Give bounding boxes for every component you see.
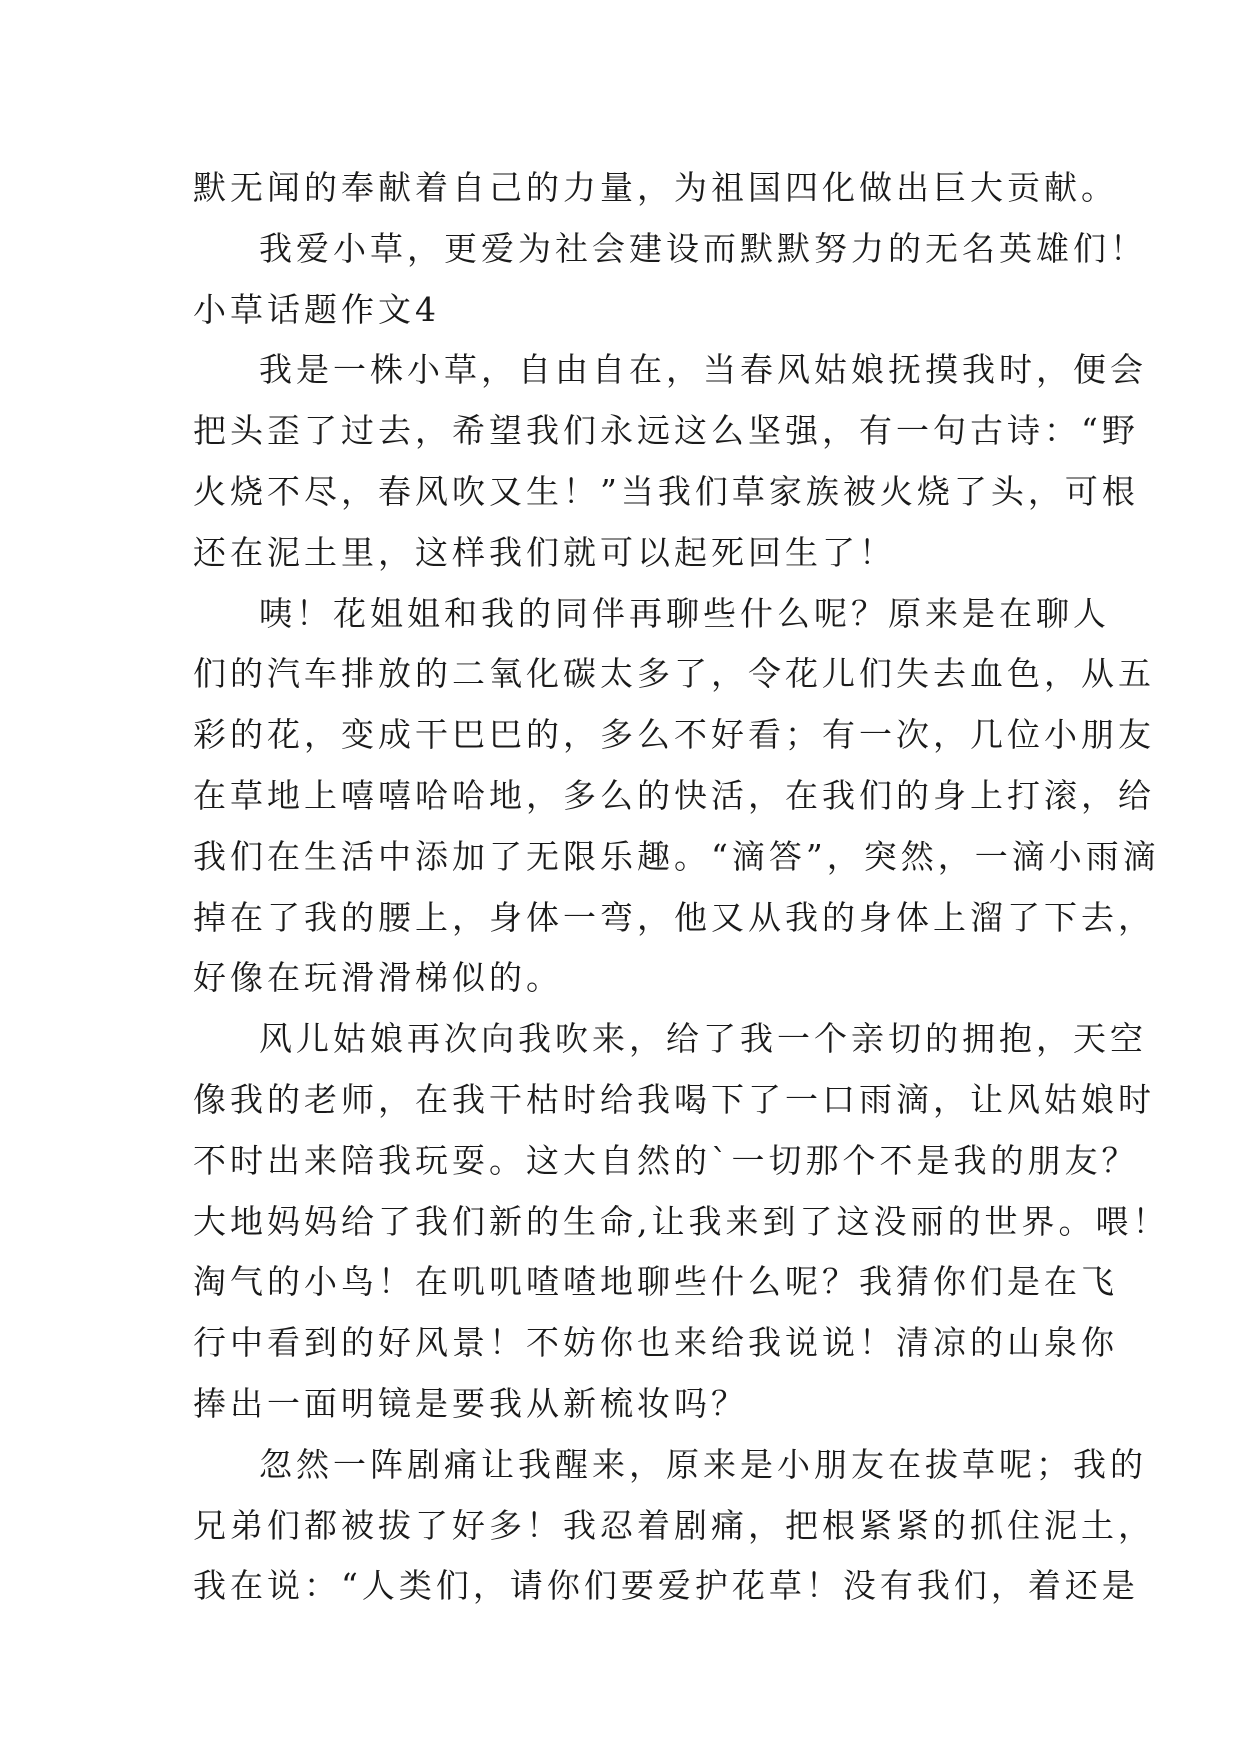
text-line: 淘气的小鸟！在叽叽喳喳地聊些什么呢？我猜你们是在飞 [193, 1262, 1118, 1302]
text-line: 掉在了我的腰上，身体一弯，他又从我的身体上溜了下去， [193, 897, 1155, 937]
text-line: 不时出来陪我玩耍。这大自然的`一切那个不是我的朋友？ [193, 1140, 1139, 1180]
text-line: 默无闻的奉献着自己的力量，为祖国四化做出巨大贡献。 [193, 168, 1118, 207]
text-line: 在草地上嘻嘻哈哈地，多么的快活，在我们的身上打滚，给 [193, 775, 1155, 815]
text-line: 们的汽车排放的二氧化碳太多了，令花儿们失去血色，从五 [193, 654, 1155, 694]
text-line: 彩的花，变成干巴巴的，多么不好看；有一次，几位小朋友 [193, 715, 1155, 755]
text-line: 火烧不尽，春风吹又生！”当我们草家族被火烧了头，可根 [193, 471, 1139, 511]
text-line: 我爱小草，更爱为社会建设而默默努力的无名英雄们！ [259, 228, 1147, 268]
text-line: 兄弟们都被拔了好多！我忍着剧痛，把根紧紧的抓住泥土， [193, 1505, 1155, 1545]
section-heading: 小草话题作文4 [193, 289, 440, 329]
text-line: 好像在玩滑滑梯似的。 [193, 958, 563, 998]
text-line: 我在说：“人类们，请你们要爱护花草！没有我们，着还是 [193, 1566, 1139, 1606]
text-line: 忽然一阵剧痛让我醒来，原来是小朋友在拔草呢；我的 [259, 1444, 1147, 1484]
text-line: 捧出一面明镜是要我从新梳妆吗？ [193, 1383, 748, 1423]
text-line: 大地妈妈给了我们新的生命,让我来到了这没丽的世界。喂！ [193, 1201, 1170, 1241]
text-line: 我是一株小草，自由自在，当春风姑娘抚摸我时，便会 [259, 350, 1147, 390]
text-line: 咦！花姐姐和我的同伴再聊些什么呢？原来是在聊人 [259, 593, 1110, 633]
text-line: 把头歪了过去，希望我们永远这么坚强，有一句古诗：“野 [193, 411, 1139, 451]
text-line: 我们在生活中添加了无限乐趣。“滴答”，突然，一滴小雨滴 [193, 836, 1160, 876]
text-line: 行中看到的好风景！不妨你也来给我说说！清凉的山泉你 [193, 1323, 1118, 1363]
text-line: 像我的老师，在我干枯时给我喝下了一口雨滴，让风姑娘时 [193, 1079, 1155, 1119]
document-body [193, 158, 1170, 1617]
text-line: 还在泥土里，这样我们就可以起死回生了！ [193, 532, 896, 572]
text-line: 风儿姑娘再次向我吹来，给了我一个亲切的拥抱，天空 [259, 1019, 1147, 1059]
